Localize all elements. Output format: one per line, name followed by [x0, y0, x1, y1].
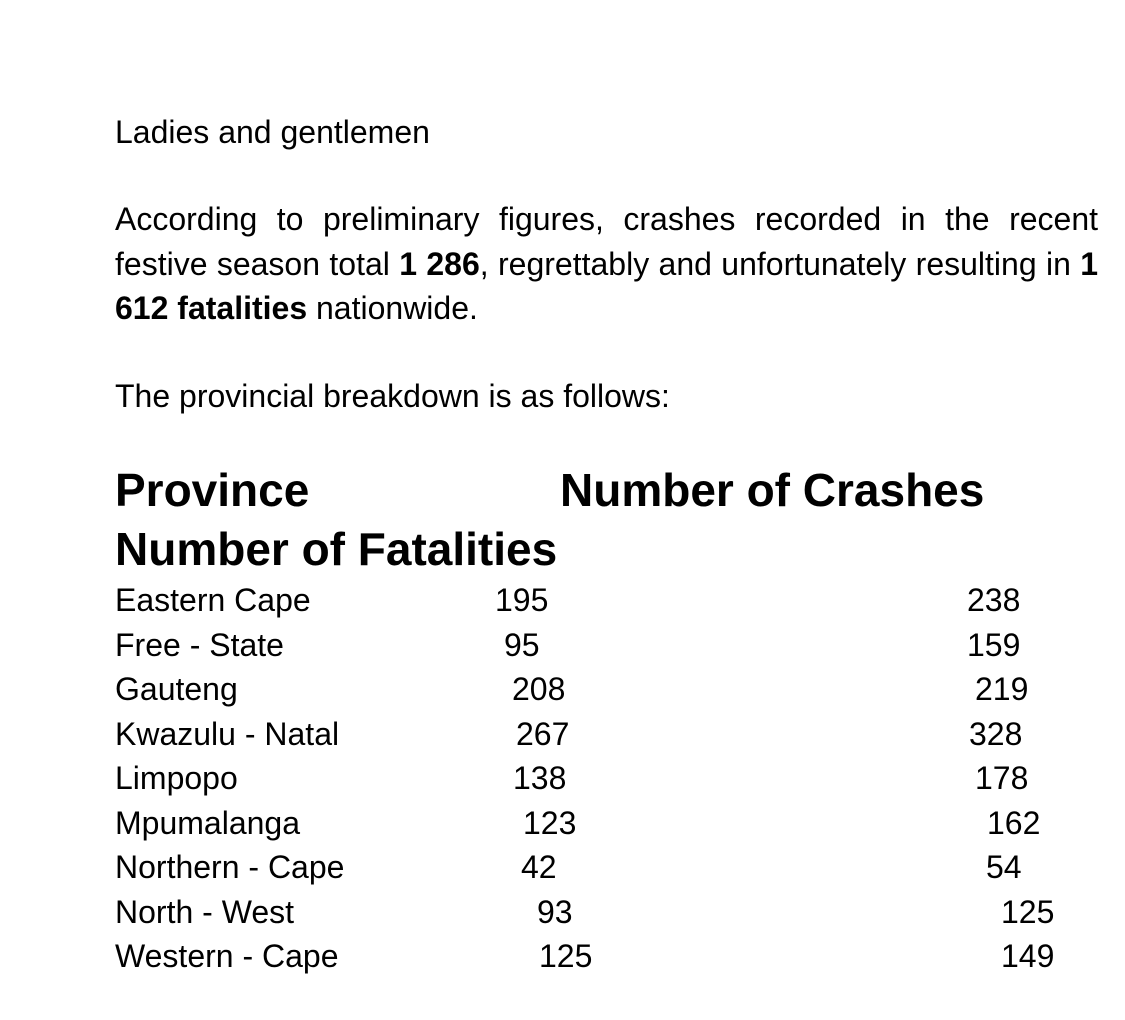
- header-province: Province: [115, 464, 310, 516]
- table-row: [115, 845, 1098, 890]
- fatalities-value: 125: [1001, 893, 1055, 930]
- fatalities-value: 238: [967, 582, 1021, 618]
- crashes-value: 123: [523, 804, 577, 841]
- fatalities-value: 328: [969, 715, 1023, 752]
- fatalities-total: 1 612 fatalities: [115, 245, 1099, 326]
- province-name: Kwazulu - Natal: [115, 715, 340, 752]
- crashes-value: 208: [512, 671, 566, 707]
- province-name: Mpumalanga: [115, 804, 300, 841]
- province-name: Western - Cape: [115, 938, 339, 974]
- summary-paragraph: [115, 197, 1098, 331]
- province-name: Free - State: [115, 626, 284, 663]
- breakdown-intro: The provincial breakdown is as follows:: [115, 378, 670, 414]
- crashes-value: 125: [539, 938, 593, 974]
- fatalities-value: 162: [987, 804, 1041, 841]
- summary-text-1: According to preliminary figures, crashes recorded in the recent festive season total: [115, 201, 1098, 282]
- header-fatalities: Number of Fatalities: [115, 523, 558, 575]
- table-row: [115, 890, 1098, 935]
- greeting: Ladies and gentlemen: [115, 114, 430, 150]
- province-name: Limpopo: [115, 760, 238, 796]
- province-name: Gauteng: [115, 671, 238, 707]
- province-table: [115, 578, 1098, 979]
- table-row: [115, 801, 1098, 846]
- table-row: [115, 578, 1098, 623]
- fatalities-value: 54: [986, 849, 1022, 885]
- province-name: Northern - Cape: [115, 849, 345, 885]
- fatalities-value: 178: [975, 760, 1029, 796]
- fatalities-value: 219: [975, 671, 1029, 707]
- province-name: North - West: [115, 893, 294, 930]
- table-row: [115, 934, 1098, 979]
- province-name: Eastern Cape: [115, 582, 311, 618]
- table-row: [115, 756, 1098, 801]
- crashes-value: 93: [537, 893, 573, 930]
- fatalities-value: 149: [1001, 938, 1055, 974]
- summary-text-3: nationwide.: [307, 290, 478, 326]
- table-row: [115, 712, 1098, 757]
- header-crashes: Number of Crashes: [560, 464, 985, 516]
- crashes-value: 267: [516, 715, 570, 752]
- table-row: [115, 667, 1098, 712]
- crashes-total: 1 286: [399, 245, 480, 282]
- table-row: [115, 623, 1098, 668]
- crashes-value: 138: [513, 760, 567, 796]
- fatalities-value: 159: [967, 626, 1021, 663]
- summary-text-2: , regrettably and unfortunately resulting in: [479, 245, 1081, 282]
- crashes-value: 42: [521, 849, 557, 885]
- crashes-value: 195: [495, 582, 549, 618]
- crashes-value: 95: [504, 626, 540, 663]
